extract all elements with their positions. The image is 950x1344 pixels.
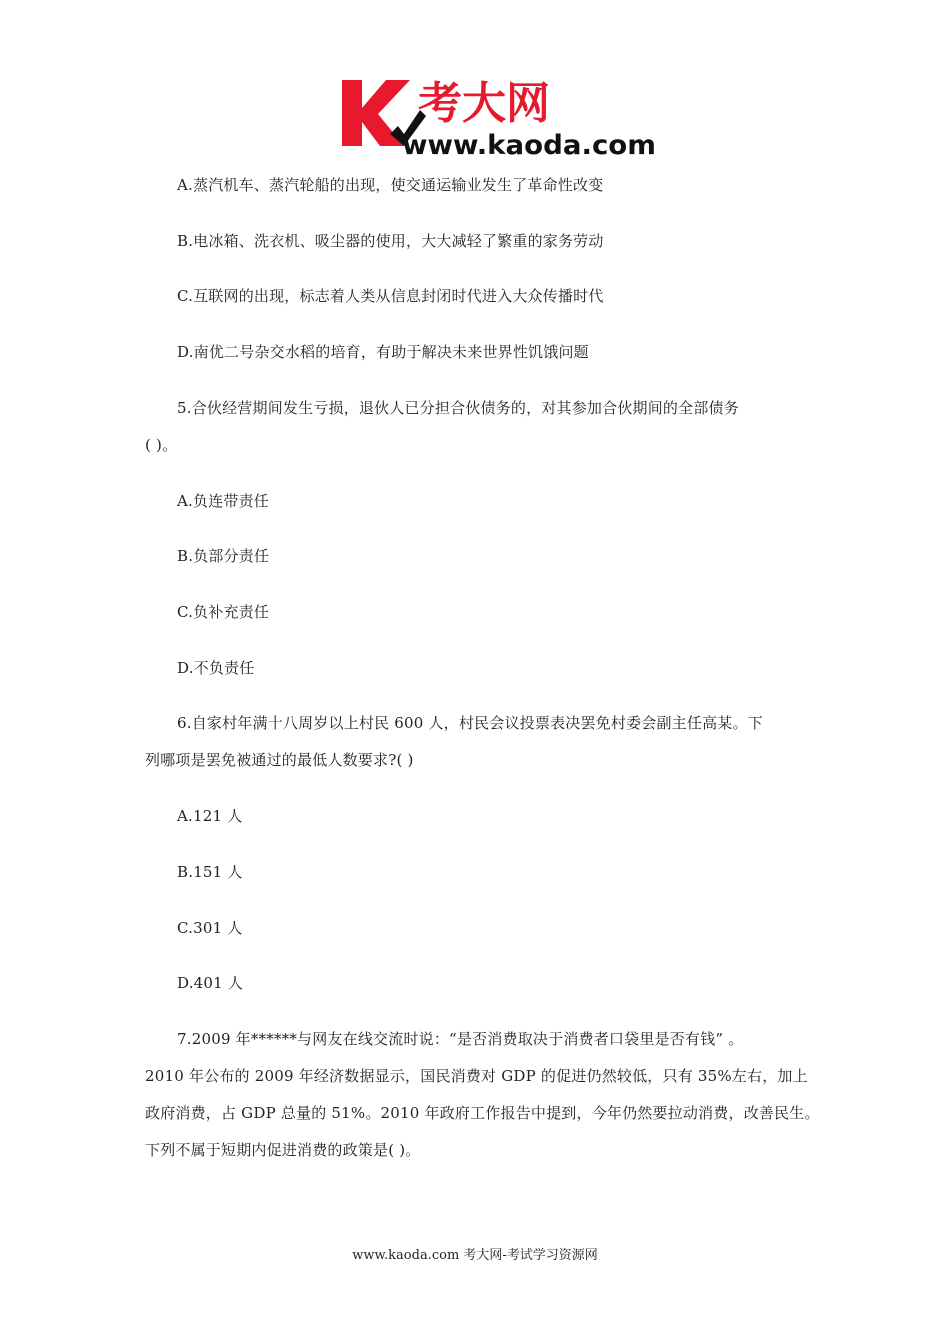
- q6-option-d: D.401 人: [177, 974, 244, 992]
- q4-option-b: B.电冰箱、洗衣机、吸尘器的使用，大大减轻了繁重的家务劳动: [177, 232, 604, 250]
- q5-option-d: D.不负责任: [177, 659, 255, 677]
- q5-stem-line-2: ( )。: [145, 436, 178, 454]
- kaoda-logo: [338, 74, 658, 158]
- q7-stem-line-1: 7.2009 年******与网友在线交流时说：“是否消费取决于消费者口袋里是否有钱” 。: [177, 1030, 744, 1048]
- q5-option-b: B.负部分责任: [177, 547, 270, 565]
- logo-chinese-text: 考大网: [418, 78, 550, 129]
- q6-stem-line-2: 列哪项是罢免被通过的最低人数要求?( ): [145, 751, 414, 769]
- q5-stem-line-1: 5.合伙经营期间发生亏损，退伙人已分担合伙债务的，对其参加合伙期间的全部债务: [177, 399, 739, 417]
- page-footer: www.kaoda.com 考大网-考试学习资源网: [352, 1248, 598, 1263]
- q7-stem-line-3: 政府消费，占 GDP 总量的 51%。2010 年政府工作报告中提到，今年仍然要拉动消费，改善民生。: [145, 1104, 820, 1122]
- kaoda-logo-graphic: [338, 74, 658, 158]
- q6-stem-line-1: 6.自家村年满十八周岁以上村民 600 人，村民会议投票表决罢免村委会副主任高某。下: [177, 714, 763, 732]
- q6-option-b: B.151 人: [177, 863, 243, 881]
- q7-stem-line-4: 下列不属于短期内促进消费的政策是( )。: [145, 1141, 421, 1159]
- q5-option-a: A.负连带责任: [177, 492, 270, 510]
- logo-url-text: www.kaoda.com: [402, 130, 656, 158]
- q6-option-a: A.121 人: [177, 807, 243, 825]
- q4-option-c: C.互联网的出现，标志着人类从信息封闭时代进入大众传播时代: [177, 287, 604, 305]
- q4-option-d: D.南优二号杂交水稻的培育，有助于解决未来世界性饥饿问题: [177, 343, 589, 361]
- q7-stem-line-2: 2010 年公布的 2009 年经济数据显示，国民消费对 GDP 的促进仍然较低，只有 35%左右，加上: [145, 1067, 808, 1085]
- q6-option-c: C.301 人: [177, 919, 243, 937]
- q5-option-c: C.负补充责任: [177, 603, 270, 621]
- q4-option-a: A.蒸汽机车、蒸汽轮船的出现，使交通运输业发生了革命性改变: [177, 176, 604, 194]
